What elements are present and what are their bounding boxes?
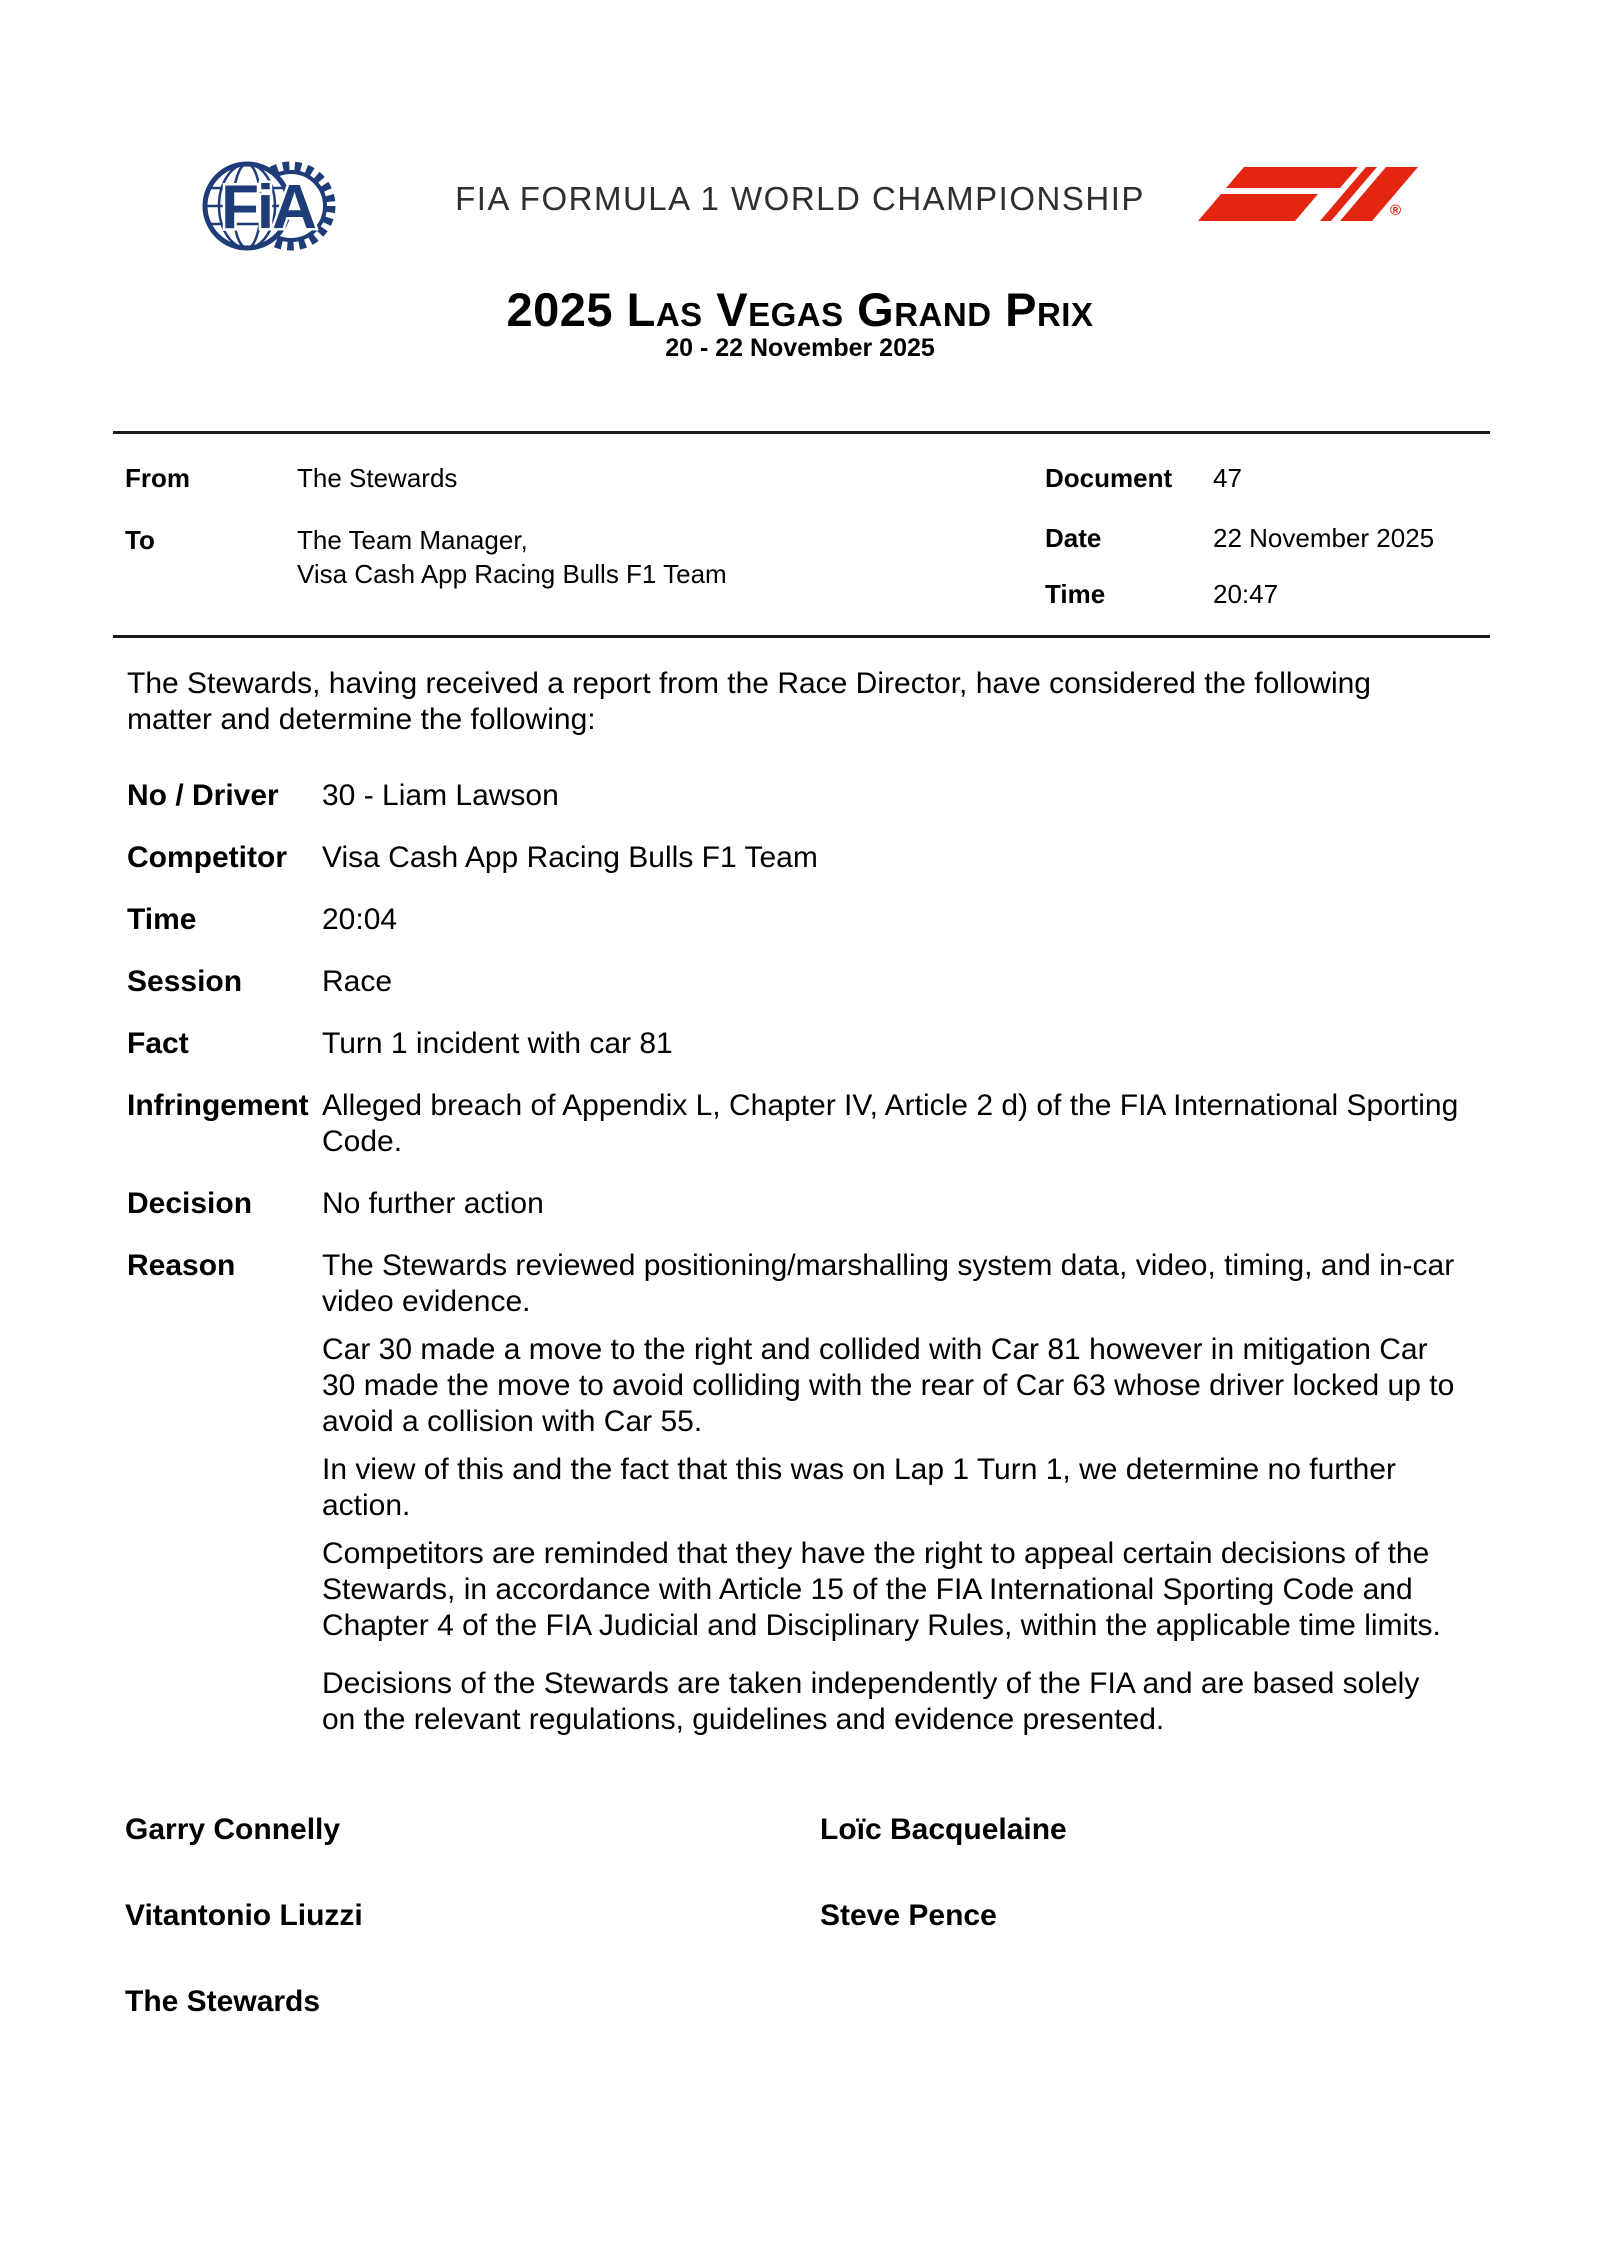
signature-steward-2: Loïc Bacquelaine xyxy=(820,1813,1067,1846)
field-label: Decision xyxy=(127,1187,253,1220)
reason-paragraph: Car 30 made a move to the right and collided with Car 81 however in mitigation Car 30 made the move to avoid colliding with the rear of Car 63 whose driver locked up to avoid a collision with Car 55. xyxy=(322,1333,1455,1438)
field-value: Turn 1 incident with car 81 xyxy=(322,1027,673,1060)
meta-to-value-line2: Visa Cash App Racing Bulls F1 Team xyxy=(297,559,727,589)
meta-time-value: 20:47 xyxy=(1213,579,1279,609)
meta-date-value: 22 November 2025 xyxy=(1213,523,1435,553)
championship-header: FIA FORMULA 1 WORLD CHAMPIONSHIP xyxy=(455,180,1145,217)
meta-from-value: The Stewards xyxy=(297,463,458,493)
field-label: Time xyxy=(127,903,197,936)
meta-to-label: To xyxy=(125,525,155,555)
field-row-decision xyxy=(127,1186,1460,1222)
field-row-session xyxy=(127,964,1460,1000)
field-row-reason xyxy=(127,1248,1460,1750)
field-value: Race xyxy=(322,965,393,998)
field-value: Alleged breach of Appendix L, Chapter IV, Article 2 d) of the FIA International Sporting Code. xyxy=(322,1089,1459,1158)
signature-footer: The Stewards xyxy=(125,1985,321,2018)
field-label: Reason xyxy=(127,1249,236,1282)
meta-date-label: Date xyxy=(1045,523,1102,553)
reason-paragraph: Decisions of the Stewards are taken independently of the FIA and are based solely on the relevant regulations, guidelines and evidence presented. xyxy=(322,1667,1420,1736)
field-label: Competitor xyxy=(127,841,287,874)
decision-fields xyxy=(127,778,1460,1750)
fia-logo-text: FiA xyxy=(221,173,315,242)
meta-document-label: Document xyxy=(1045,463,1173,493)
reason-paragraphs xyxy=(322,1248,1460,1750)
meta-from-label: From xyxy=(125,463,190,493)
signature-steward-1: Garry Connelly xyxy=(125,1813,341,1846)
field-label: Fact xyxy=(127,1027,189,1060)
field-label: Session xyxy=(127,965,243,998)
reason-paragraph: Competitors are reminded that they have the right to appeal certain decisions of the Stewards, in accordance with Article 15 of the FIA International Sporting Code and Chapter 4 of the FIA Judicial and Disciplinary Rules, within the applicable time limits. xyxy=(322,1537,1441,1642)
f1-logo-icon xyxy=(1198,167,1418,221)
reason-paragraph: In view of this and the fact that this was on Lap 1 Turn 1, we determine no further action. xyxy=(322,1453,1396,1522)
reason-paragraph: The Stewards reviewed positioning/marshalling system data, video, timing, and in-car video evidence. xyxy=(322,1249,1455,1318)
field-label: No / Driver xyxy=(127,779,279,812)
event-dates: 20 - 22 November 2025 xyxy=(665,334,935,362)
field-value: 30 - Liam Lawson xyxy=(322,779,559,812)
signature-steward-4: Steve Pence xyxy=(820,1899,997,1932)
intro-paragraph: The Stewards, having received a report from the Race Director, have considered the following matter and determine the following: xyxy=(127,667,1371,736)
meta-to-value xyxy=(297,523,727,591)
divider-top xyxy=(113,431,1490,434)
field-value: No further action xyxy=(322,1187,544,1220)
document-body xyxy=(127,666,1460,1776)
meta-time-label: Time xyxy=(1045,579,1106,609)
field-row-fact xyxy=(127,1026,1460,1062)
meta-to-value-line1: The Team Manager, xyxy=(297,525,528,555)
signature-steward-3: Vitantonio Liuzzi xyxy=(125,1899,363,1932)
registered-trademark-icon: ® xyxy=(1390,202,1402,219)
meta-document-value: 47 xyxy=(1213,463,1242,493)
divider-bottom xyxy=(113,635,1490,638)
field-value: Visa Cash App Racing Bulls F1 Team xyxy=(322,841,818,874)
field-row-infringement xyxy=(127,1088,1460,1160)
page-title: 2025 Las Vegas Grand Prix xyxy=(506,283,1094,336)
field-row-no-driver xyxy=(127,778,1460,814)
field-row-time xyxy=(127,902,1460,938)
field-value: 20:04 xyxy=(322,903,398,936)
field-label: Infringement xyxy=(127,1089,309,1122)
field-row-competitor xyxy=(127,840,1460,876)
